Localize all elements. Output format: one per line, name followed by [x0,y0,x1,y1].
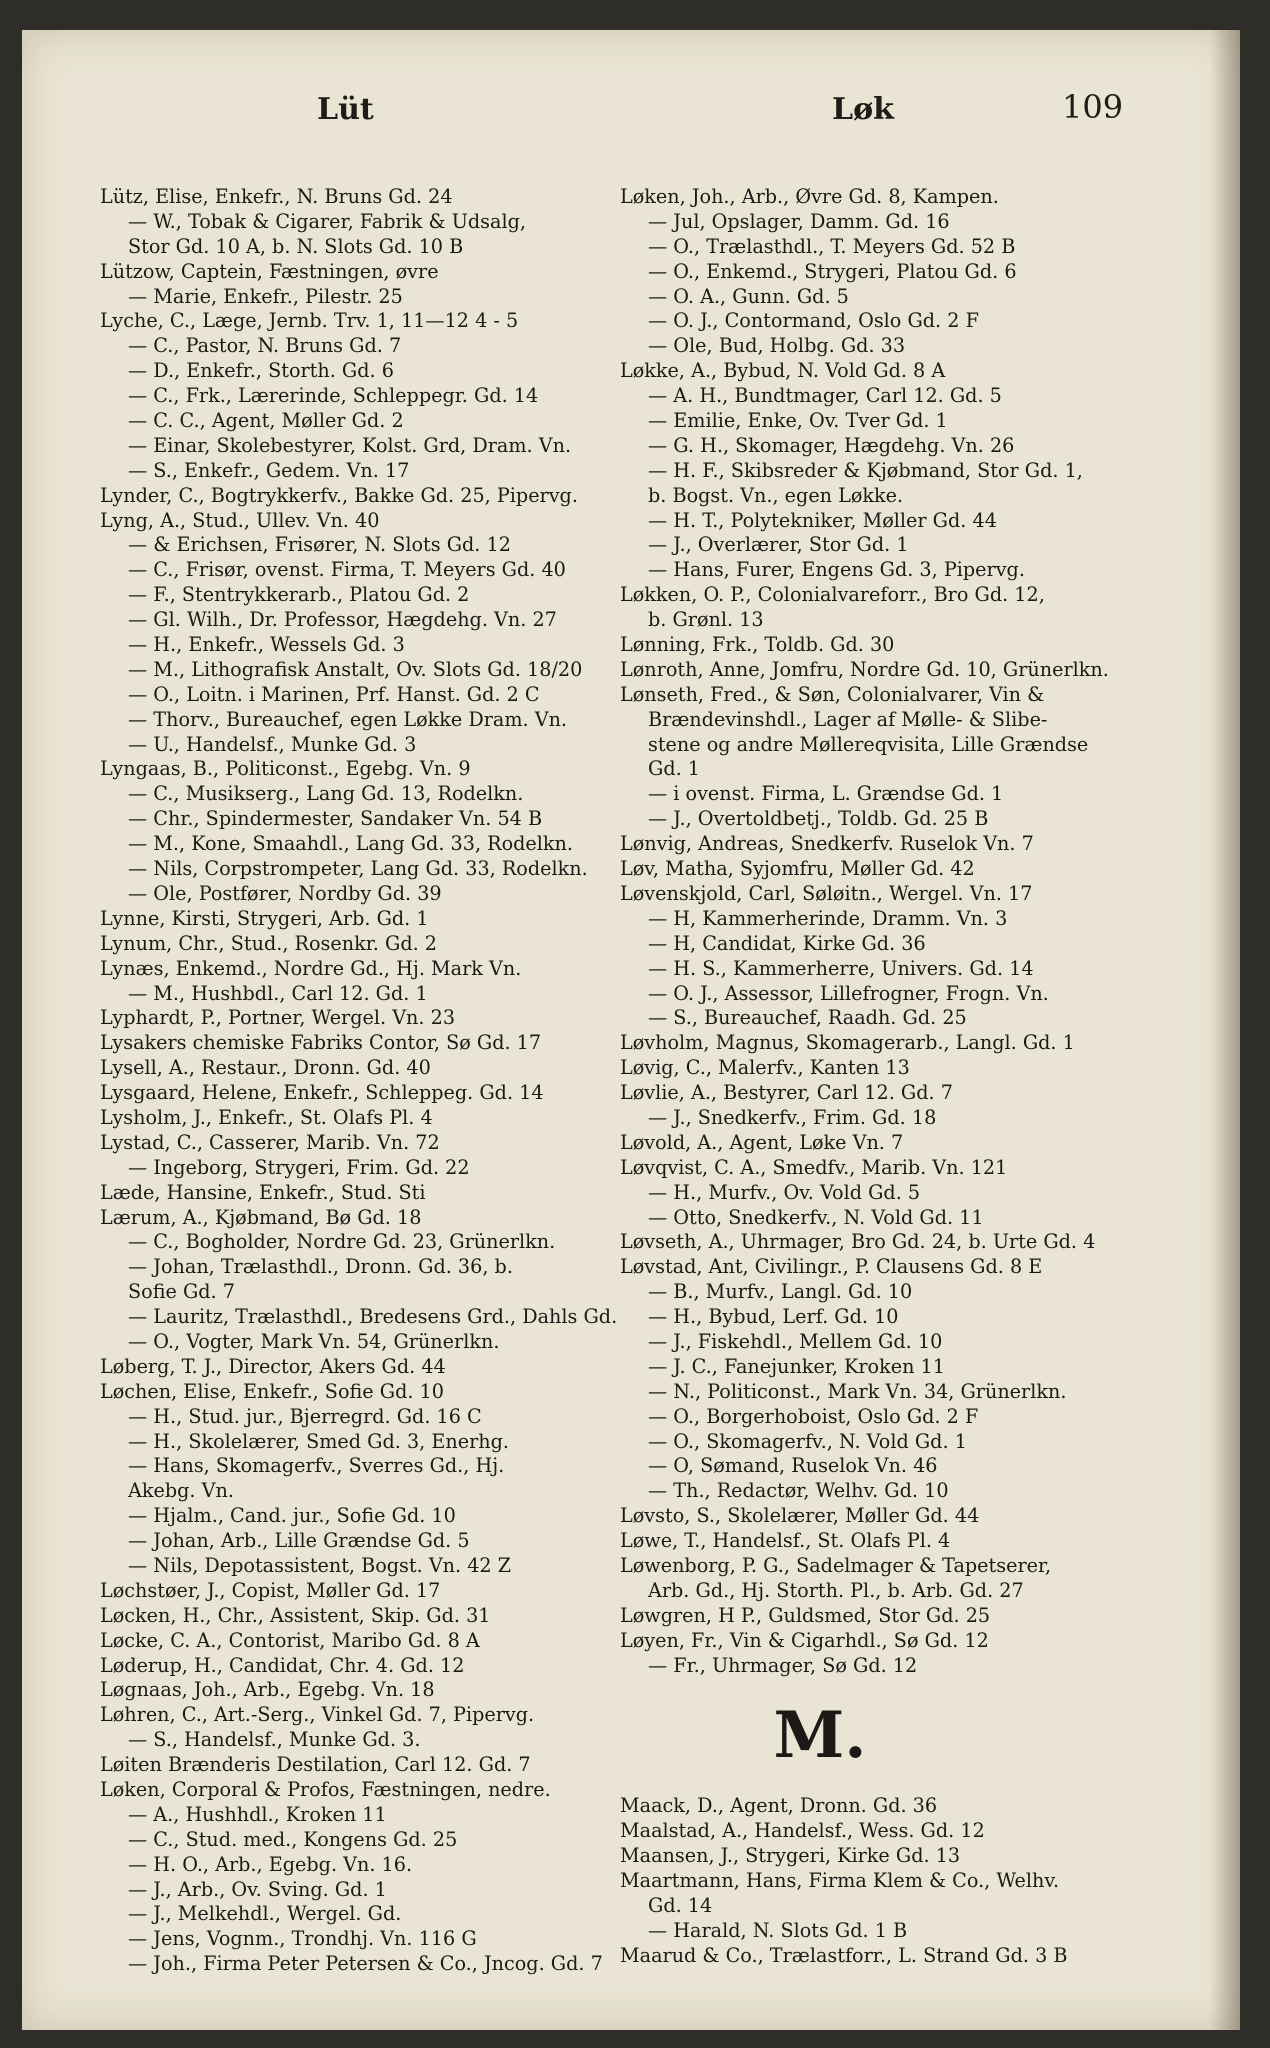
directory-subentry: — Chr., Spindermester, Sandaker Vn. 54 B [128,807,543,831]
directory-subentry: — Th., Redactør, Welhv. Gd. 10 [648,1479,949,1503]
directory-subentry: — J., Overtoldbetj., Toldb. Gd. 25 B [648,807,989,831]
directory-subentry: — O., Loitn. i Marinen, Prf. Hanst. Gd. 2 C [128,682,540,706]
directory-subentry: — H., Skolelærer, Smed Gd. 3, Enerhg. [128,1429,510,1453]
directory-entry: Løhren, C., Art.-Serg., Vinkel Gd. 7, Pipervg. [100,1703,535,1727]
directory-entry: Lønvig, Andreas, Snedkerfv. Ruselok Vn. 7 [620,832,1034,856]
directory-subentry: — J., Snedkerfv., Frim. Gd. 18 [648,1105,937,1129]
directory-subentry: — A. H., Bundtmager, Carl 12. Gd. 5 [648,384,1002,408]
directory-entry: Løderup, H., Candidat, Chr. 4. Gd. 12 [100,1653,465,1677]
directory-subentry: — O., Enkemd., Strygeri, Platou Gd. 6 [648,259,1017,283]
directory-entry: Løvseth, A., Uhrmager, Bro Gd. 24, b. Urte Gd. 4 [620,1230,1096,1254]
directory-subentry: — S., Enkefr., Gedem. Vn. 17 [128,458,410,482]
directory-entry: Lønseth, Fred., & Søn, Colonialvarer, Vin & [620,682,1045,706]
directory-subentry: — O., Borgerhoboist, Oslo Gd. 2 F [648,1404,979,1428]
directory-subentry: — W., Tobak & Cigarer, Fabrik & Udsalg, [128,209,526,233]
directory-subentry: — C., Musikserg., Lang Gd. 13, Rodelkn. [128,782,524,806]
directory-entry: Lynne, Kirsti, Strygeri, Arb. Gd. 1 [100,906,429,930]
directory-entry: Løvenskjold, Carl, Søløitn., Wergel. Vn. 17 [620,881,1033,905]
directory-subentry: — M., Kone, Smaahdl., Lang Gd. 33, Rodelkn. [128,832,574,856]
directory-subentry: — Einar, Skolebestyrer, Kolst. Grd, Dram. Vn. [128,433,572,457]
directory-subentry: — C., Pastor, N. Bruns Gd. 7 [128,334,402,358]
directory-entry: Løvig, C., Malerfv., Kanten 13 [620,1056,910,1080]
directory-entry: Maack, D., Agent, Dronn. Gd. 36 [620,1794,938,1818]
directory-subentry: — Hjalm., Cand. jur., Sofie Gd. 10 [128,1504,456,1528]
directory-entry: Lystad, C., Casserer, Marib. Vn. 72 [100,1130,440,1154]
directory-subentry: — H. O., Arb., Egebg. Vn. 16. [128,1852,413,1876]
directory-entry: Løcke, C. A., Contorist, Maribo Gd. 8 A [100,1628,480,1652]
directory-entry: Løchstøer, J., Copist, Møller Gd. 17 [100,1578,441,1602]
directory-subentry: — J., Fiskehdl., Mellem Gd. 10 [648,1329,943,1353]
directory-entry: Løvold, A., Agent, Løke Vn. 7 [620,1130,904,1154]
directory-subentry: — Ingeborg, Strygeri, Frim. Gd. 22 [128,1155,470,1179]
directory-entry-continuation: b. Grønl. 13 [648,608,764,632]
running-head-left: Lüt [317,92,374,127]
right-column-m-entries [620,1794,1160,1968]
directory-subentry: — O. J., Assessor, Lillefrogner, Frogn. Vn. [648,981,1049,1005]
directory-subentry: — & Erichsen, Frisører, N. Slots Gd. 12 [128,533,511,557]
directory-subentry: — Emilie, Enke, Ov. Tver Gd. 1 [648,409,948,433]
directory-entry-continuation: Stor Gd. 10 A, b. N. Slots Gd. 10 B [128,234,464,258]
directory-subentry: — Otto, Snedkerfv., N. Vold Gd. 11 [648,1205,984,1229]
directory-subentry: — H., Bybud, Lerf. Gd. 10 [648,1305,899,1329]
directory-entry-continuation: Brændevinshdl., Lager af Mølle- & Slibe- [648,707,1048,731]
directory-subentry: — C. C., Agent, Møller Gd. 2 [128,409,404,433]
directory-entry: Lyphardt, P., Portner, Wergel. Vn. 23 [100,1006,456,1030]
directory-subentry: — J., Overlærer, Stor Gd. 1 [648,533,909,557]
directory-entry: Lysholm, J., Enkefr., St. Olafs Pl. 4 [100,1105,433,1129]
directory-subentry: — B., Murfv., Langl. Gd. 10 [648,1280,913,1304]
right-column-entries [620,185,1160,1678]
directory-subentry: — Gl. Wilh., Dr. Professor, Hægdehg. Vn. 27 [128,608,557,632]
directory-subentry: — F., Stentrykkerarb., Platou Gd. 2 [128,583,470,607]
directory-subentry: — M., Hushbdl., Carl 12. Gd. 1 [128,981,428,1005]
directory-entry: Løiten Brænderis Destilation, Carl 12. Gd. 7 [100,1753,531,1777]
directory-subentry: — H. F., Skibsreder & Kjøbmand, Stor Gd. 1, [648,458,1083,482]
directory-subentry: — S., Bureauchef, Raadh. Gd. 25 [648,1006,967,1030]
directory-entry: Lützow, Captein, Fæstningen, øvre [100,259,439,283]
directory-entry: Lysakers chemiske Fabriks Contor, Sø Gd. 17 [100,1031,542,1055]
directory-subentry: — O, Sømand, Ruselok Vn. 46 [648,1454,938,1478]
directory-subentry: — U., Handelsf., Munke Gd. 3 [128,732,417,756]
directory-entry: Løken, Corporal & Profos, Fæstningen, nedre. [100,1778,551,1801]
directory-entry: Lysell, A., Restaur., Dronn. Gd. 40 [100,1056,431,1080]
directory-entry: Løgnaas, Joh., Arb., Egebg. Vn. 18 [100,1678,435,1702]
directory-subentry: — Fr., Uhrmager, Sø Gd. 12 [648,1653,918,1677]
directory-entry: Lynæs, Enkemd., Nordre Gd., Hj. Mark Vn. [100,956,522,980]
directory-subentry: — Hans, Skomagerfv., Sverres Gd., Hj. [128,1454,505,1478]
page-number: 109 [1062,88,1124,126]
directory-page [22,30,1240,2030]
directory-subentry: — C., Stud. med., Kongens Gd. 25 [128,1827,458,1851]
directory-subentry: — C., Bogholder, Nordre Gd. 23, Grünerlkn. [128,1230,556,1254]
directory-subentry: — i ovenst. Firma, L. Grændse Gd. 1 [648,782,1004,806]
directory-subentry: — Jens, Vognm., Trondhj. Vn. 116 G [128,1927,477,1951]
directory-entry: Løwgren, H P., Guldsmed, Stor Gd. 25 [620,1603,991,1627]
running-head-right: Løk [832,92,894,127]
directory-entry: Lyng, A., Stud., Ullev. Vn. 40 [100,508,380,532]
page-edge-shadow [1210,30,1240,2030]
right-column [620,185,1160,1969]
directory-subentry: — Hans, Furer, Engens Gd. 3, Pipervg. [648,558,1025,582]
directory-subentry: — Nils, Corpstrompeter, Lang Gd. 33, Rodelkn. [128,857,588,881]
directory-subentry: — Ole, Bud, Holbg. Gd. 33 [648,334,906,358]
directory-entry: Maalstad, A., Handelsf., Wess. Gd. 12 [620,1819,985,1843]
directory-entry: Løchen, Elise, Enkefr., Sofie Gd. 10 [100,1379,444,1403]
directory-entry-continuation: Sofie Gd. 7 [128,1280,235,1304]
directory-entry: Lyche, C., Læge, Jernb. Trv. 1, 11—12 4 - 5 [100,309,519,333]
directory-entry: Løken, Joh., Arb., Øvre Gd. 8, Kampen. [620,185,999,208]
directory-subentry: — A., Hushhdl., Kroken 11 [128,1802,387,1826]
directory-entry: Lynum, Chr., Stud., Rosenkr. Gd. 2 [100,931,438,955]
directory-subentry: — Marie, Enkefr., Pilestr. 25 [128,284,403,308]
directory-subentry: — O. A., Gunn. Gd. 5 [648,284,849,308]
directory-subentry: — O., Trælasthdl., T. Meyers Gd. 52 B [648,234,1016,258]
directory-entry: Løv, Matha, Syjomfru, Møller Gd. 42 [620,857,975,881]
directory-subentry: — S., Handelsf., Munke Gd. 3. [128,1728,421,1752]
directory-entry-continuation: stene og andre Møllereqvisita, Lille Grændse [648,732,1089,756]
directory-subentry: — Ole, Postfører, Nordby Gd. 39 [128,881,442,905]
directory-entry: Løkke, A., Bybud, N. Vold Gd. 8 A [620,359,946,383]
directory-subentry: — C., Frisør, ovenst. Firma, T. Meyers Gd. 40 [128,558,566,582]
directory-subentry: — C., Frk., Lærerinde, Schleppegr. Gd. 14 [128,384,539,408]
directory-subentry: — H, Candidat, Kirke Gd. 36 [648,931,926,955]
directory-entry: Lærum, A., Kjøbmand, Bø Gd. 18 [100,1205,422,1229]
directory-subentry: — H., Enkefr., Wessels Gd. 3 [128,633,405,657]
directory-entry: Løvstad, Ant, Civilingr., P. Clausens Gd. 8 E [620,1255,1043,1279]
directory-subentry: — O., Skomagerfv., N. Vold Gd. 1 [648,1429,967,1453]
directory-entry: Løvholm, Magnus, Skomagerarb., Langl. Gd. 1 [620,1031,1075,1055]
directory-subentry: — D., Enkefr., Storth. Gd. 6 [128,359,394,383]
directory-subentry: — J., Melkehdl., Wergel. Gd. [128,1902,402,1926]
directory-entry: Løvlie, A., Bestyrer, Carl 12. Gd. 7 [620,1081,953,1105]
directory-entry-continuation: Arb. Gd., Hj. Storth. Pl., b. Arb. Gd. 27 [648,1578,1024,1602]
directory-subentry: — Harald, N. Slots Gd. 1 B [648,1918,908,1942]
directory-entry: Løvqvist, C. A., Smedfv., Marib. Vn. 121 [620,1155,1008,1179]
directory-subentry: — H., Stud. jur., Bjerregrd. Gd. 16 C [128,1404,482,1428]
directory-subentry: — N., Politiconst., Mark Vn. 34, Grünerlkn. [648,1379,1067,1403]
directory-subentry: — H. S., Kammerherre, Univers. Gd. 14 [648,956,1034,980]
directory-entry: Løcken, H., Chr., Assistent, Skip. Gd. 31 [100,1603,491,1627]
directory-subentry: — Jul, Opslager, Damm. Gd. 16 [648,209,950,233]
directory-subentry: — Johan, Arb., Lille Grændse Gd. 5 [128,1529,470,1553]
directory-entry: Løberg, T. J., Director, Akers Gd. 44 [100,1354,446,1378]
directory-subentry: — O. J., Contormand, Oslo Gd. 2 F [648,309,979,333]
directory-subentry: — G. H., Skomager, Hægdehg. Vn. 26 [648,433,1015,457]
directory-entry: Lysgaard, Helene, Enkefr., Schleppeg. Gd. 14 [100,1081,544,1105]
directory-entry: Lynder, C., Bogtrykkerfv., Bakke Gd. 25, Pipervg. [100,483,578,507]
directory-subentry: — Thorv., Bureauchef, egen Løkke Dram. Vn. [128,707,568,731]
directory-subentry: — J., Arb., Ov. Sving. Gd. 1 [128,1877,387,1901]
directory-entry-continuation: b. Bogst. Vn., egen Løkke. [648,483,904,507]
directory-entry: Løkken, O. P., Colonialvareforr., Bro Gd. 12, [620,583,1045,607]
directory-entry: Lütz, Elise, Enkefr., N. Bruns Gd. 24 [100,185,453,208]
directory-entry: Lønning, Frk., Toldb. Gd. 30 [620,633,895,657]
directory-entry: Læde, Hansine, Enkefr., Stud. Sti [100,1180,426,1204]
directory-entry: Maartmann, Hans, Firma Klem & Co., Welhv. [620,1869,1060,1893]
directory-entry-continuation: Akebg. Vn. [128,1479,234,1503]
section-letter-heading: M. [773,1698,867,1774]
directory-subentry: — H, Kammerherinde, Dramm. Vn. 3 [648,906,1008,930]
left-column [100,185,620,1977]
directory-subentry: — H. T., Polytekniker, Møller Gd. 44 [648,508,997,532]
directory-entry: Maansen, J., Strygeri, Kirke Gd. 13 [620,1844,961,1868]
directory-entry: Løvsto, S., Skolelærer, Møller Gd. 44 [620,1504,980,1528]
directory-subentry: — Lauritz, Trælasthdl., Bredesens Grd., Dahls Gd. [128,1305,618,1329]
directory-entry: Maarud & Co., Trælastforr., L. Strand Gd. 3 B [620,1943,1068,1967]
directory-subentry: — J. C., Fanejunker, Kroken 11 [648,1354,945,1378]
directory-subentry: — Johan, Trælasthdl., Dronn. Gd. 36, b. [128,1255,513,1279]
directory-entry: Lyngaas, B., Politiconst., Egebg. Vn. 9 [100,757,471,781]
directory-entry: Løwe, T., Handelsf., St. Olafs Pl. 4 [620,1529,951,1553]
directory-entry: Løyen, Fr., Vin & Cigarhdl., Sø Gd. 12 [620,1628,989,1652]
directory-entry: Lønroth, Anne, Jomfru, Nordre Gd. 10, Grünerlkn. [620,657,1109,681]
directory-subentry: — H., Murfv., Ov. Vold Gd. 5 [648,1180,921,1204]
directory-subentry: — Nils, Depotassistent, Bogst. Vn. 42 Z [128,1553,512,1577]
directory-subentry: — O., Vogter, Mark Vn. 54, Grünerlkn. [128,1329,500,1353]
directory-subentry: — M., Lithografisk Anstalt, Ov. Slots Gd. 18/20 [128,657,583,681]
directory-entry: Løwenborg, P. G., Sadelmager & Tapetserer, [620,1553,1052,1577]
directory-subentry: — Joh., Firma Peter Petersen & Co., Jncog. Gd. 7 [128,1952,603,1976]
directory-entry-continuation: Gd. 14 [648,1894,713,1917]
directory-entry-continuation: Gd. 1 [648,757,701,781]
